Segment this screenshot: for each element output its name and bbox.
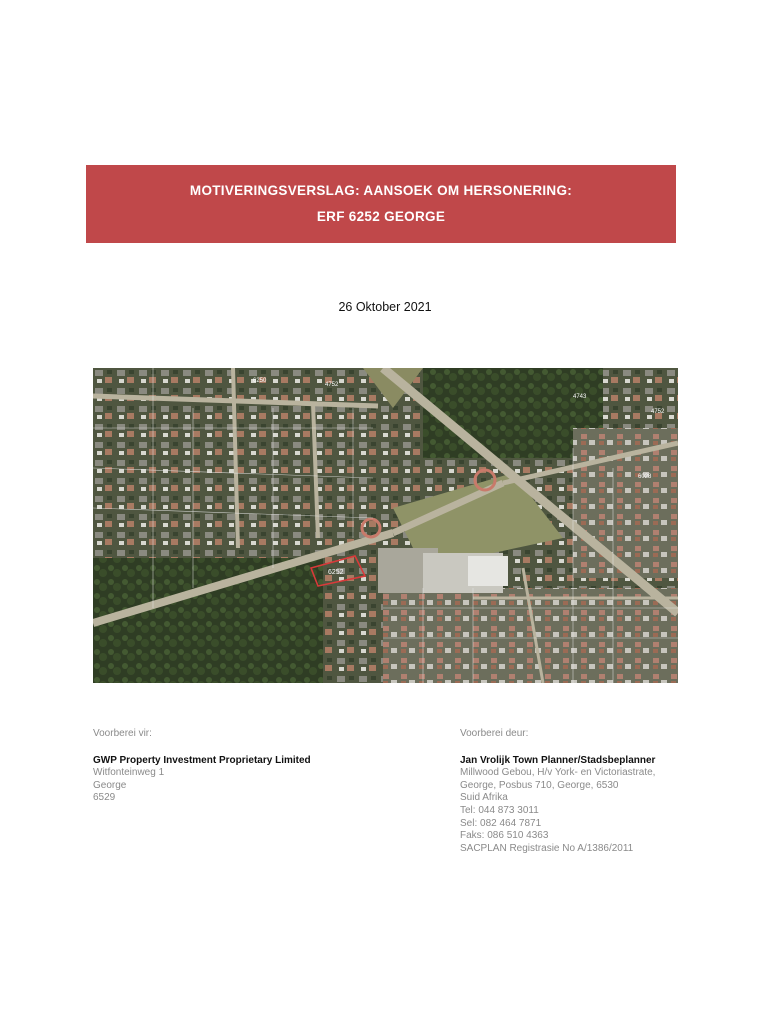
- prepared-by-line: SACPLAN Registrasie No A/1386/2011: [460, 842, 634, 854]
- title-banner: [86, 165, 676, 243]
- report-date: 26 Oktober 2021: [338, 300, 432, 314]
- prepared-for-address-line: Witfonteinweg 1: [93, 767, 165, 779]
- map-parcel-label: 6250: [253, 378, 267, 384]
- subject-erf-label: 6252: [328, 569, 344, 576]
- prepared-by-line: Tel: 044 873 3011: [460, 804, 539, 816]
- prepared-by-label: Voorberei deur:: [460, 728, 529, 739]
- title-line-1: MOTIVERINGSVERSLAG: AANSOEK OM HERSONERING:: [189, 183, 573, 198]
- prepared-by-line: George, Posbus 710, George, 6530: [460, 779, 619, 791]
- aerial-map: [93, 368, 678, 683]
- prepared-for-name: GWP Property Investment Proprietary Limited: [93, 754, 311, 766]
- map-parcel-label: 4743: [573, 394, 587, 400]
- prepared-by-name: Jan Vrolijk Town Planner/Stadsbeplanner: [460, 754, 656, 766]
- prepared-by-line: Faks: 086 510 4363: [460, 830, 549, 842]
- prepared-for-address-line: George: [93, 779, 127, 791]
- prepared-for-block: [93, 728, 311, 805]
- title-line-2: ERF 6252 GEORGE: [316, 209, 446, 224]
- prepared-by-line: Millwood Gebou, H/v York- en Victoriastrate,: [460, 767, 656, 779]
- prepared-by-line: Suid Afrika: [460, 792, 508, 804]
- map-parcel-label: 6028: [638, 474, 652, 480]
- prepared-for-address-line: 6529: [93, 792, 116, 804]
- prepared-by-block: [460, 728, 655, 855]
- prepared-by-line: Sel: 082 464 7871: [460, 817, 542, 829]
- map-parcel-label: 4752: [325, 382, 339, 388]
- map-parcel-label: 4752: [651, 409, 665, 415]
- aerial-map-image: [93, 368, 678, 683]
- prepared-for-label: Voorberei vir:: [93, 728, 152, 739]
